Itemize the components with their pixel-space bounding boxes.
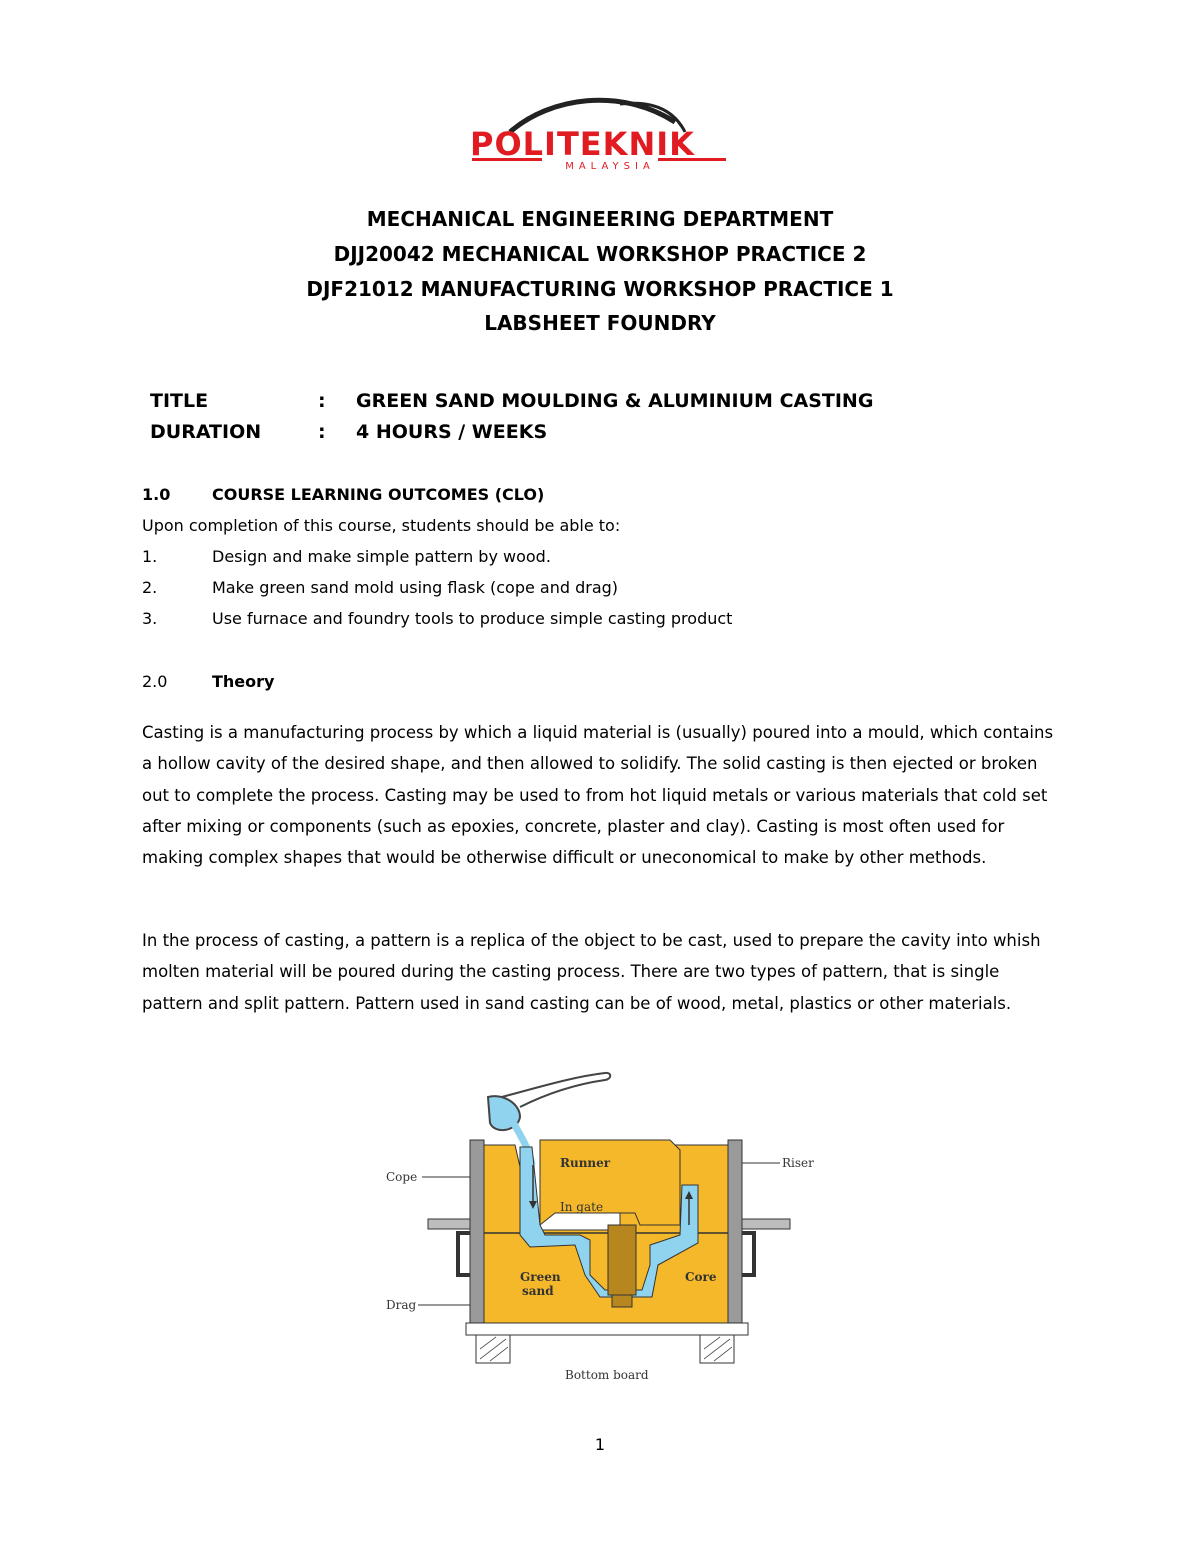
core-print [612, 1295, 632, 1307]
title-label: TITLE [150, 390, 209, 412]
duration-value: 4 HOURS / WEEKS [356, 421, 548, 443]
course-heading-1: DJJ20042 MECHANICAL WORKSHOP PRACTICE 2 [333, 242, 867, 266]
section-2-title: Theory [212, 672, 275, 691]
core-label: Core [685, 1270, 717, 1284]
politeknik-logo [470, 92, 730, 182]
title-value: GREEN SAND MOULDING & ALUMINIUM CASTING [356, 390, 874, 412]
theory-paragraph-1: Casting is a manufacturing process by which a liquid material is (usually) poured into a mould, which contains a hollow cavity of the desired shape, and then allowed to solidify. The solid casting is then ejected or broken out to complete the process. Casting may be used to from hot liquid metals or various materials that cold set after mixing or components (such as epoxies, concrete, plaster and clay). Casting is most often used for making complex shapes that would be otherwise difficult or uneconomical to make by other methods. [142, 723, 1054, 868]
clo-item-number: 1. [142, 547, 158, 566]
flask-pin-right [742, 1219, 790, 1229]
page-number: 1 [594, 1435, 606, 1454]
section-1-number: 1.0 [142, 485, 171, 504]
casting-mould-figure [380, 1065, 820, 1395]
clo-item-number: 3. [142, 609, 158, 628]
bottom-board-label: Bottom board [565, 1368, 649, 1382]
bottom-board [466, 1323, 748, 1335]
casting-mould-diagram [380, 1065, 820, 1395]
flask-pin-left [428, 1219, 470, 1229]
logo-name: POLITEKNIK [470, 125, 695, 163]
flask-handle-right [742, 1233, 754, 1275]
flask-right-wall [728, 1140, 742, 1325]
labsheet-heading: LABSHEET FOUNDRY [484, 311, 716, 335]
green-sand-label-1: Green [520, 1270, 561, 1284]
clo-item-number: 2. [142, 578, 158, 597]
logo-subtitle: MALAYSIA [565, 161, 655, 172]
green-sand-label-2: sand [522, 1284, 554, 1298]
section-2-number: 2.0 [142, 672, 168, 691]
cope-label: Cope [386, 1170, 418, 1184]
runner-label: Runner [560, 1156, 611, 1170]
in-gate-label: In gate [560, 1200, 604, 1214]
duration-colon: : [318, 421, 326, 443]
clo-item-text: Use furnace and foundry tools to produce simple casting product [212, 609, 733, 628]
clo-item-text: Make green sand mold using flask (cope and drag) [212, 578, 619, 597]
core-shape [608, 1225, 636, 1295]
riser-label: Riser [782, 1156, 814, 1170]
flask-left-wall [470, 1140, 484, 1325]
clo-item-text: Design and make simple pattern by wood. [212, 547, 551, 566]
flask-handle-left [458, 1233, 470, 1275]
duration-label: DURATION [150, 421, 262, 443]
theory-paragraph-2: In the process of casting, a pattern is a replica of the object to be cast, used to prepare the cavity into whish molten material will be poured during the casting process. There are two types of pattern, that is single pattern and split pattern. Pattern used in sand casting can be of wood, metal, plastics or other materials. [142, 931, 1041, 1013]
drag-label: Drag [386, 1298, 417, 1312]
section-1-title: COURSE LEARNING OUTCOMES (CLO) [212, 485, 545, 504]
clo-intro: Upon completion of this course, students should be able to: [142, 516, 621, 535]
title-colon: : [318, 390, 326, 412]
department-heading: MECHANICAL ENGINEERING DEPARTMENT [366, 207, 834, 231]
course-heading-2: DJF21012 MANUFACTURING WORKSHOP PRACTICE 1 [306, 277, 894, 301]
